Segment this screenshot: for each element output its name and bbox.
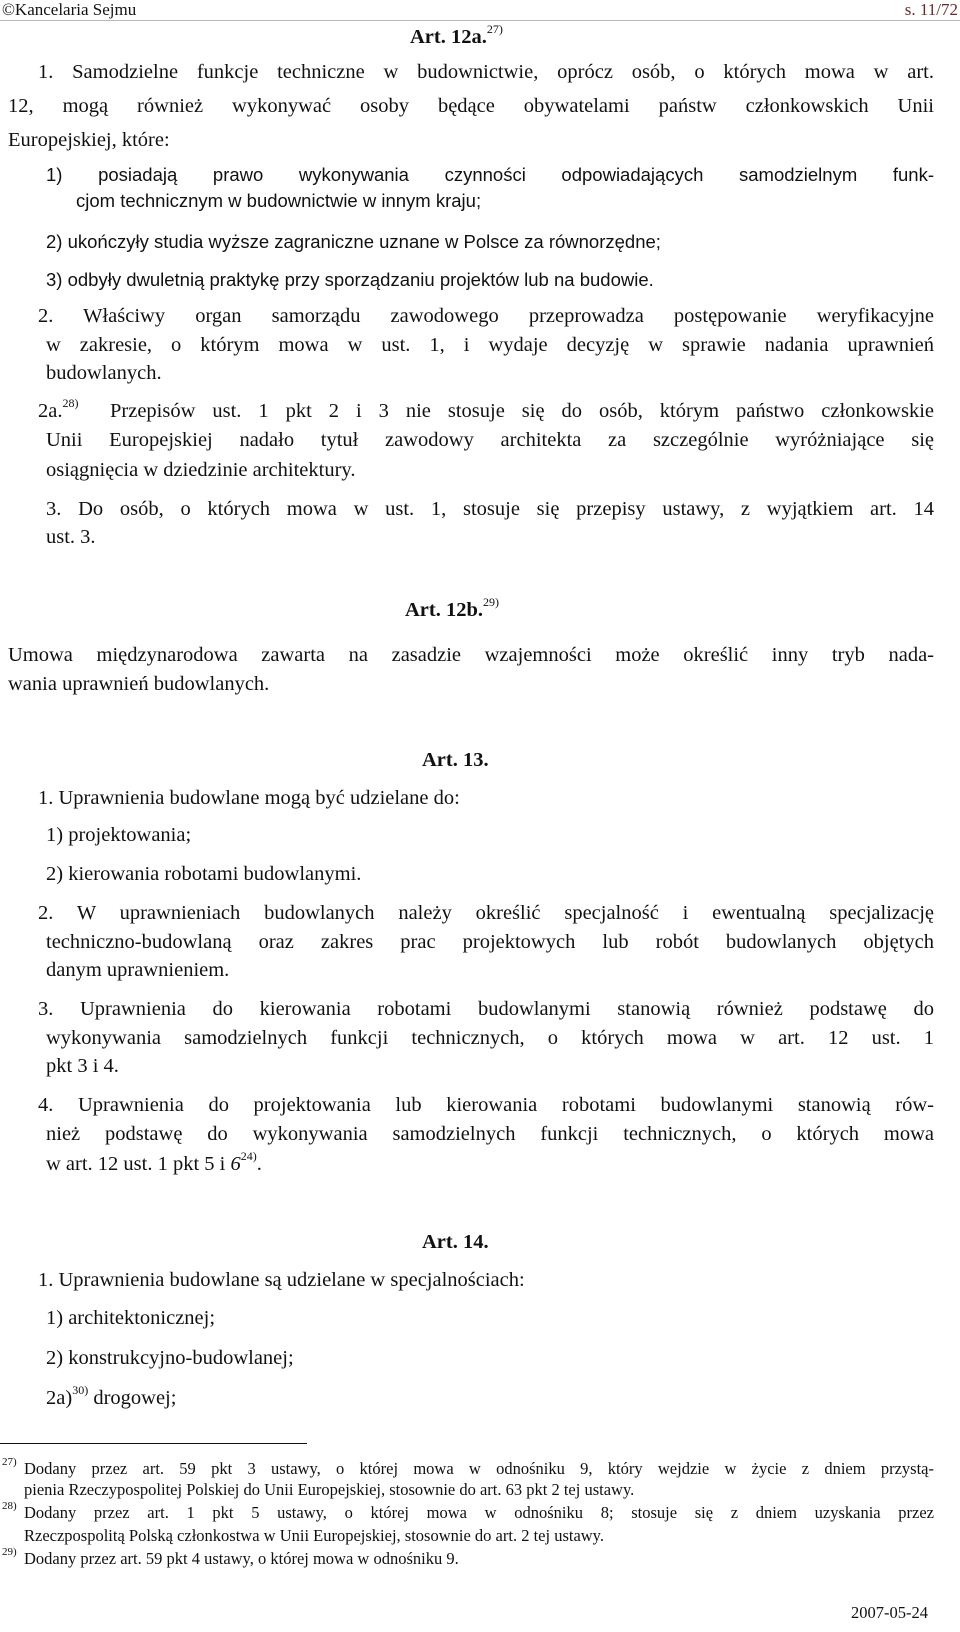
article-13-par2-line1: 2. W uprawnieniach budowlanych należy określić specjalność i ewentualną specjalizację [38,902,934,924]
footnote-29-line1: Dodany przez art. 59 pkt 4 ustawy, o której mowa w odnośniku 9. [24,1549,459,1568]
footnote-28-mark [2,1500,17,1523]
article-14-item2a [46,1383,177,1410]
footnote-ref-29: 29) [483,595,500,609]
footnote-29-mark [2,1546,17,1569]
article-12b-title: Art. 12b. [405,599,484,621]
article-13-par2-line3: danym uprawnieniem. [46,959,230,981]
article-12a-par2-line3: budowlanych. [46,362,162,384]
header-rule [0,20,960,21]
article-12a-item2: 2) ukończyły studia wyższe zagraniczne uznane w Polsce za równorzędne; [46,231,661,252]
footnote-27-mark [2,1456,17,1479]
footnote-28-line2: Rzeczpospolitą Polską członkostwa w Unii Europejskiej, stosownie do art. 2 tej ustawy. [24,1526,604,1545]
page-header [0,0,960,22]
article-13-title: Art. 13. [422,749,489,771]
article-13-par2-line2: techniczno-budowlaną oraz zakres prac projektowych lub robót budowlanych objętych [46,931,934,953]
article-14-item2a-text: drogowej; [93,1387,177,1409]
article-12a-par3-line1: 3. Do osób, o których mowa w ust. 1, stosuje się przepisy ustawy, z wyjątkiem art. 14 [46,498,934,520]
article-12a-par2-line1: 2. Właściwy organ samorządu zawodowego przeprowadza postępowanie weryfikacyjne [38,305,934,327]
article-12a-par2a-text-line1: Przepisów ust. 1 pkt 2 i 3 nie stosuje się do osób, którym państwo członkowskie [110,400,934,422]
footnote-29-number: 29) [2,1546,17,1558]
footer-date: 2007-05-24 [851,1603,928,1622]
article-12b-line1: Umowa międzynarodowa zawarta na zasadzie wzajemności może określić inny tryb nada- [8,644,934,666]
article-14-item2a-number: 2a) [46,1387,73,1409]
footnote-ref-30: 30) [72,1383,89,1397]
footnote-27-line2: pienia Rzeczypospolitej Polskiej do Unii Europejskiej, stosownie do art. 63 pkt 2 tej ustawy. [24,1480,635,1499]
footnote-ref-24: 24) [240,1149,257,1163]
article-12b-heading [405,595,500,622]
article-12a-par2-line2: w zakresie, o którym mowa w ust. 1, i wydaje decyzję w sprawie nadania uprawnień [46,334,934,356]
footnote-ref-27: 27) [486,22,503,36]
article-14-par1: 1. Uprawnienia budowlane są udzielane w specjalnościach: [38,1269,525,1291]
article-13-par1: 1. Uprawnienia budowlane mogą być udzielane do: [38,787,460,809]
article-13-item2: 2) kierowania robotami budowlanymi. [46,863,362,885]
footnote-ref-28: 28) [62,396,79,410]
footnote-28-line1: Dodany przez art. 1 pkt 5 ustawy, o której mowa w odnośniku 8; stosuje się z dniem uzyskania przez [24,1503,934,1522]
article-12a-item3: 3) odbyły dwuletnią praktykę przy sporządzaniu projektów lub na budowie. [46,269,654,290]
footnote-separator [0,1443,307,1444]
article-12a-par1-line1: 1. Samodzielne funkcje techniczne w budownictwie, oprócz osób, o których mowa w art. [38,61,934,83]
article-12a-par2a-number: 2a. [38,400,63,422]
article-14-title: Art. 14. [422,1231,489,1253]
article-13-par4-line3-text: w art. 12 ust. 1 pkt 5 i [46,1153,226,1175]
article-12b-line2: wania uprawnień budowlanych. [8,673,270,695]
article-12a-title: Art. 12a. [410,26,487,48]
article-12a-par2a-line2: Unii Europejskiej nadało tytuł zawodowy architekta za szczególnie wyróżniające się [46,429,934,451]
article-13-par4-line1: 4. Uprawnienia do projektowania lub kierowania robotami budowlanymi stanowią rów- [38,1094,934,1116]
article-13-par4-italic-number: 6 [230,1153,241,1175]
article-12a-par3-line2: ust. 3. [46,526,96,548]
article-14-item1: 1) architektonicznej; [46,1307,216,1329]
page-number: s. 11/72 [904,0,958,19]
article-14-item2: 2) konstrukcyjno-budowlanej; [46,1347,294,1369]
article-13-par4-line2: nież podstawę do wykonywania samodzielnych funkcji technicznych, o których mowa [46,1123,934,1145]
article-13-par4-period: . [256,1153,262,1175]
article-12a-par1-line2: 12, mogą również wykonywać osoby będące obywatelami państw członkowskich Unii [8,95,934,117]
article-12a-item1-line1: 1) posiadają prawo wykonywania czynności odpowiadających samodzielnym funk- [46,164,934,185]
copyright-label: ©Kancelaria Sejmu [2,0,137,19]
article-12a-heading [410,22,503,49]
article-13-par3-line1: 3. Uprawnienia do kierowania robotami budowlanymi stanowią również podstawę do [38,998,934,1020]
article-12a-par2a-line3: osiągnięcia w dziedzinie architektury. [46,459,356,481]
article-13-item1: 1) projektowania; [46,824,192,846]
footnote-27-line1: Dodany przez art. 59 pkt 3 ustawy, o której mowa w odnośniku 9, który wejdzie w życie z dniem przystą- [24,1459,934,1478]
article-12a-item1-line2: cjom technicznym w budownictwie w innym kraju; [76,190,482,211]
article-13-par3-line3: pkt 3 i 4. [46,1055,119,1077]
article-13-par4-line3 [46,1149,262,1176]
footnote-27-number: 27) [2,1456,17,1468]
article-12a-par1-line3: Europejskiej, które: [8,129,170,151]
footnote-28-number: 28) [2,1500,17,1512]
article-12a-par2a-line1 [38,396,79,423]
article-13-par3-line2: wykonywania samodzielnych funkcji technicznych, o których mowa w art. 12 ust. 1 [46,1027,934,1049]
